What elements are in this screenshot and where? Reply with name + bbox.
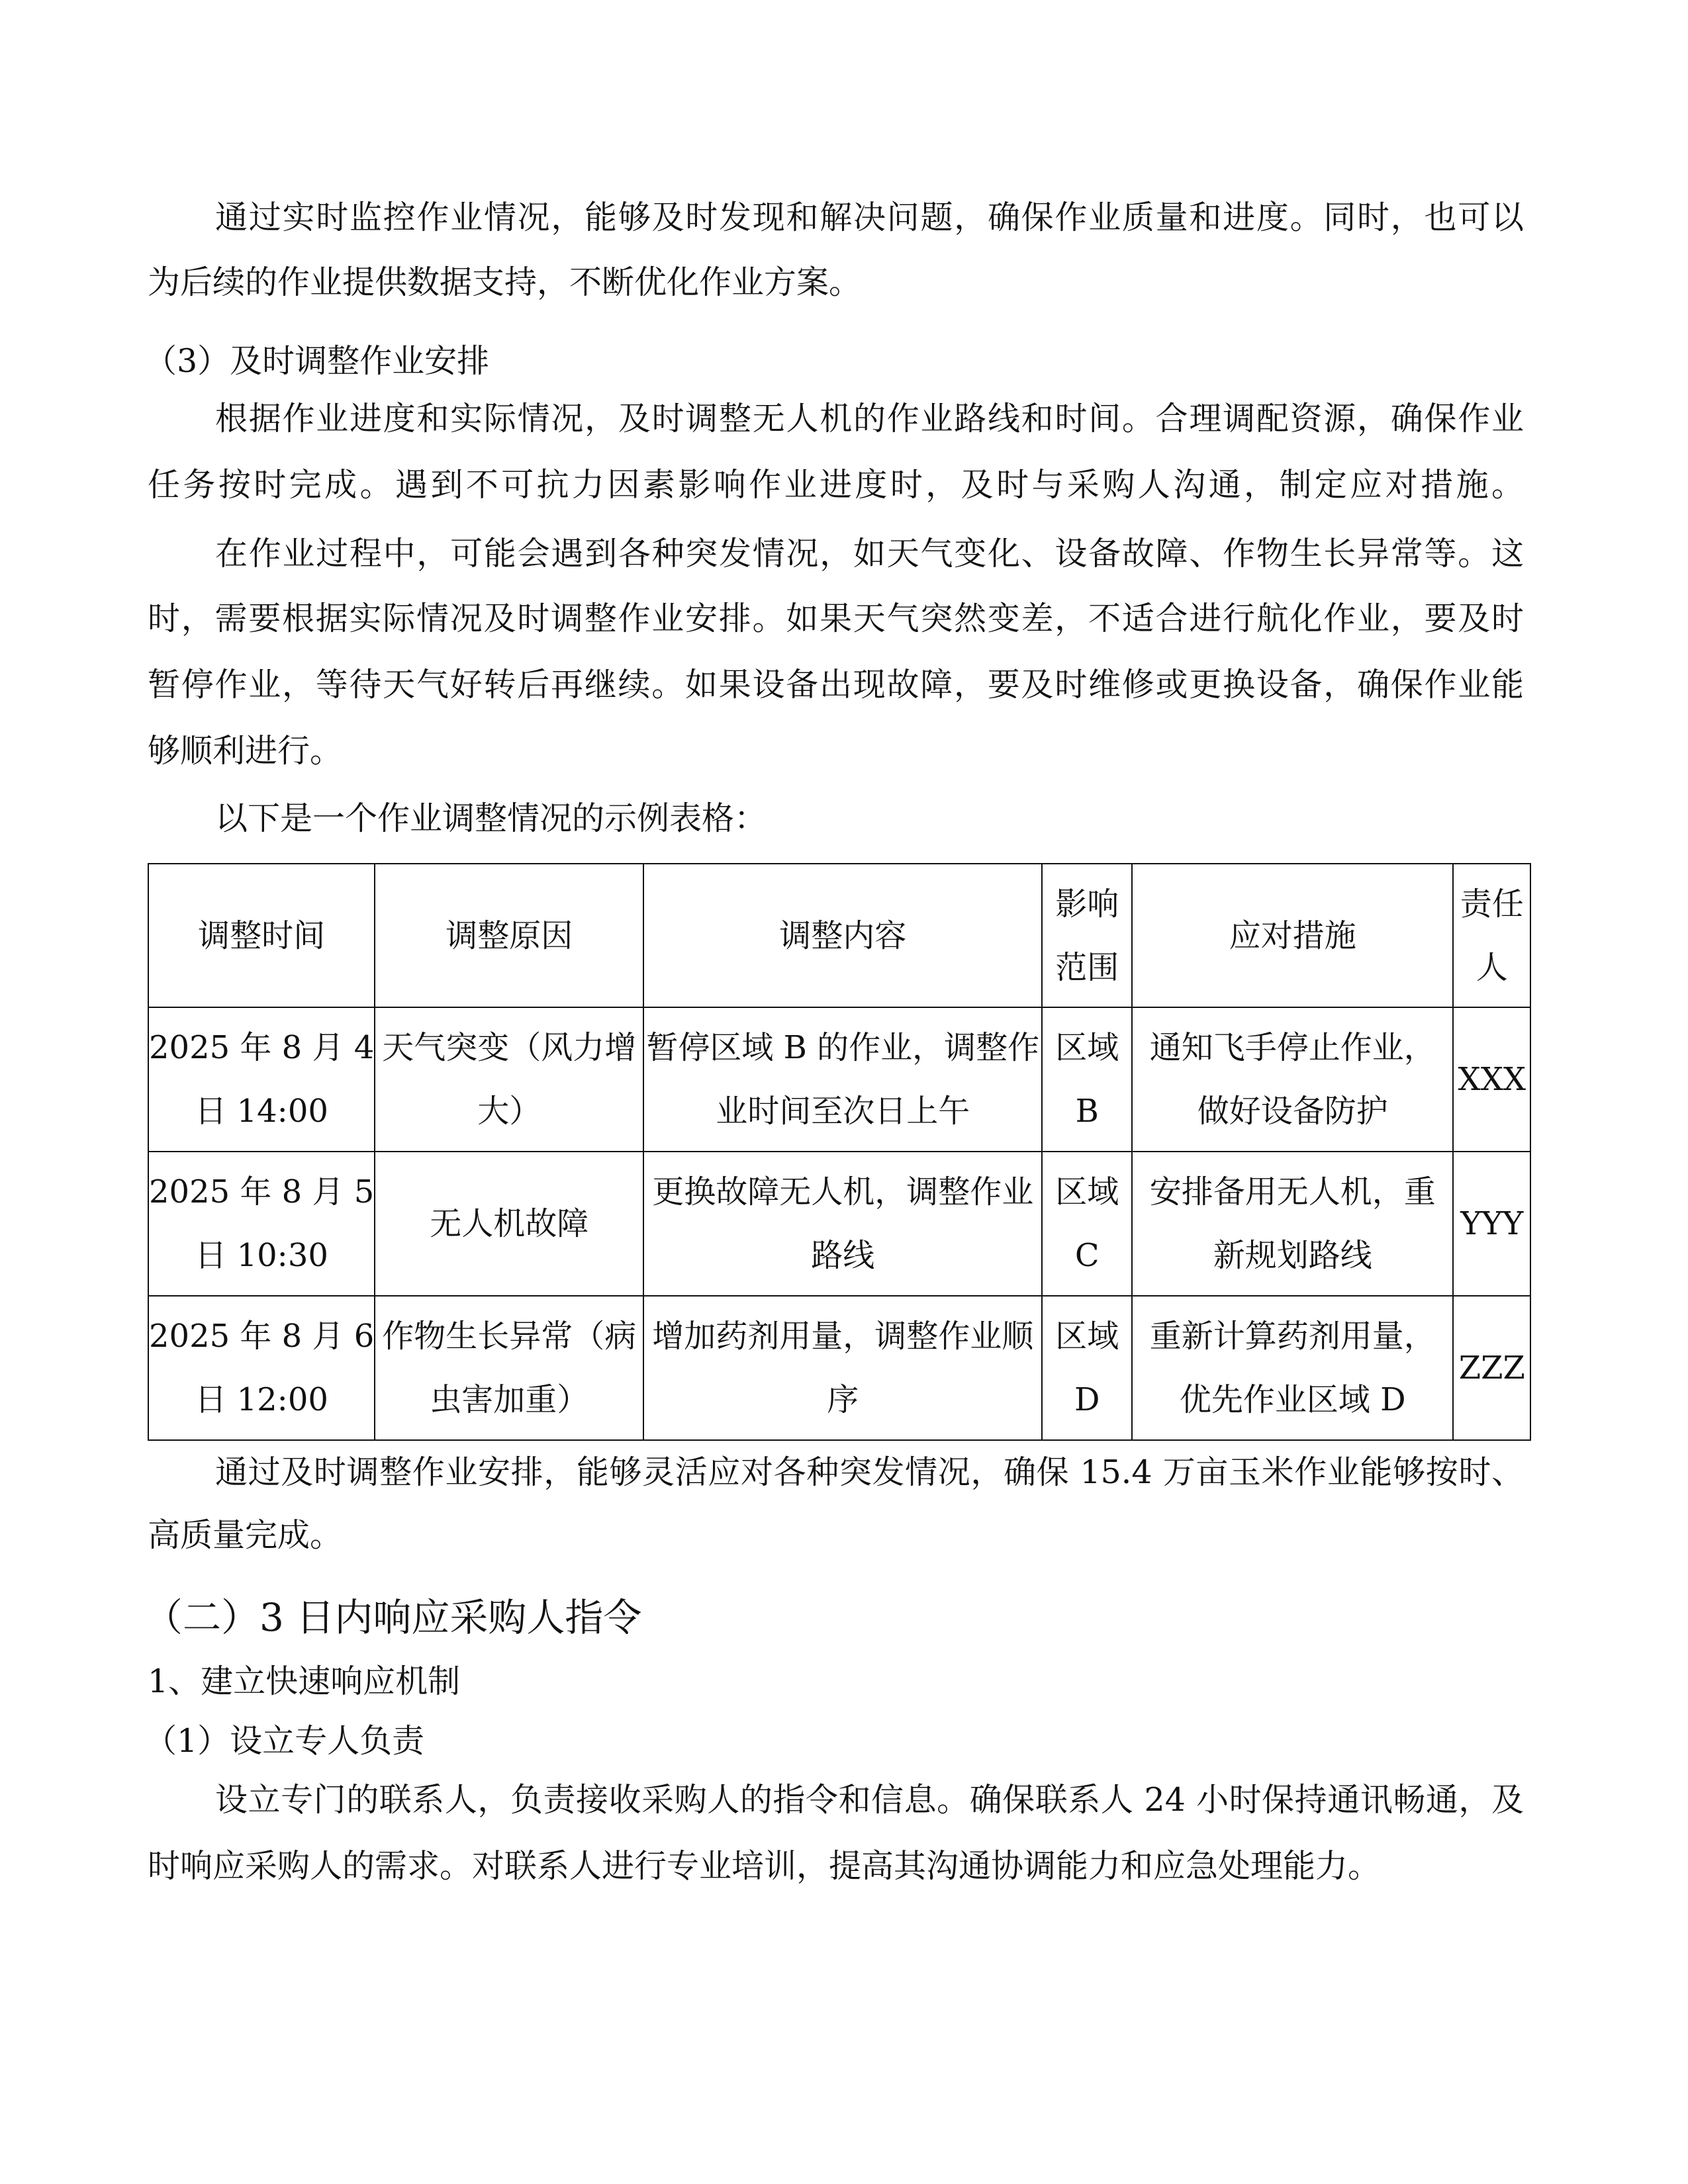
paragraph-line: 在作业过程中，可能会遇到各种突发情况，如天气变化、设备故障、作物生长异常等。这 — [215, 535, 1524, 572]
table-header-row — [148, 864, 1530, 1007]
cell-text: XXX — [1458, 1061, 1526, 1098]
table-cell — [1453, 1007, 1530, 1152]
cell-text: 责任 — [1460, 885, 1524, 923]
paragraph-line: 任务按时完成。遇到不可抗力因素影响作业进度时，及时与采购人沟通，制定应对措施。 — [148, 466, 1524, 504]
paragraph-line: 以下是一个作业调整情况的示例表格： — [215, 799, 767, 837]
table-cell — [1132, 864, 1453, 1007]
cell-text: 作物生长异常（病 — [382, 1318, 637, 1355]
cell-text: YYY — [1460, 1205, 1524, 1242]
cell-text: 调整原因 — [445, 917, 573, 954]
table-cell — [643, 1007, 1042, 1152]
paragraph-line: 根据作业进度和实际情况，及时调整无人机的作业路线和时间。合理调配资源，确保作业 — [215, 400, 1524, 437]
cell-text: 虫害加重） — [430, 1381, 589, 1418]
table-row — [148, 1007, 1530, 1152]
table-cell — [1042, 1152, 1132, 1296]
paragraph-line: 时响应采购人的需求。对联系人进行专业培训，提高其沟通协调能力和应急处理能力。 — [148, 1847, 1381, 1885]
table-cell — [1453, 1152, 1530, 1296]
cell-text: 序 — [827, 1381, 859, 1418]
cell-text: 重新计算药剂用量， — [1149, 1318, 1436, 1355]
table-cell — [375, 1152, 643, 1296]
cell-text: 范围 — [1055, 948, 1119, 986]
cell-text: 业时间至次日上午 — [716, 1093, 970, 1130]
table-cell — [148, 1296, 375, 1440]
subheading: 1、建立快速响应机制 — [148, 1662, 461, 1700]
paragraph-line: 通过实时监控作业情况，能够及时发现和解决问题，确保作业质量和进度。同时，也可以 — [215, 199, 1524, 236]
cell-text: 新规划路线 — [1213, 1237, 1372, 1274]
table-row — [148, 1152, 1530, 1296]
subheading: （1）设立专人负责 — [144, 1722, 425, 1760]
subheading: （3）及时调整作业安排 — [144, 342, 490, 380]
table-row — [148, 1296, 1530, 1440]
cell-text: 日 12:00 — [195, 1381, 328, 1418]
paragraph-line: 高质量完成。 — [148, 1516, 343, 1554]
cell-text: 无人机故障 — [430, 1205, 589, 1242]
cell-text: 影响 — [1055, 885, 1119, 923]
cell-text: 通知飞手停止作业， — [1149, 1029, 1436, 1066]
adjustment-table — [148, 863, 1531, 1441]
cell-text: ZZZ — [1458, 1349, 1525, 1387]
cell-text: 暂停区域 B 的作业，调整作 — [646, 1029, 1040, 1066]
paragraph-line: 暂停作业，等待天气好转后再继续。如果设备出现故障，要及时维修或更换设备，确保作业能 — [148, 666, 1524, 704]
table-cell — [1132, 1296, 1453, 1440]
table-cell — [148, 864, 375, 1007]
cell-text: 优先作业区域 D — [1179, 1381, 1406, 1418]
cell-text: 增加药剂用量，调整作业顺 — [652, 1318, 1034, 1355]
table-cell — [148, 1152, 375, 1296]
table-cell — [1042, 864, 1132, 1007]
cell-text: D — [1074, 1381, 1100, 1418]
cell-text: 天气突变（风力增 — [382, 1029, 637, 1066]
cell-text: 日 14:00 — [195, 1093, 328, 1130]
table-cell — [1132, 1152, 1453, 1296]
section-heading: （二）3 日内响应采购人指令 — [144, 1595, 642, 1640]
table-cell — [643, 1296, 1042, 1440]
table-cell — [375, 1296, 643, 1440]
table-cell — [375, 864, 643, 1007]
cell-text: 大） — [477, 1093, 541, 1130]
cell-text: 调整时间 — [198, 917, 326, 954]
cell-text: 更换故障无人机，调整作业 — [652, 1173, 1034, 1210]
cell-text: 日 10:30 — [195, 1237, 328, 1274]
cell-text: 2025 年 8 月 4 — [149, 1029, 375, 1066]
paragraph-line: 设立专门的联系人，负责接收采购人的指令和信息。确保联系人 24 小时保持通讯畅通，及 — [215, 1781, 1524, 1819]
cell-text: 做好设备防护 — [1197, 1093, 1388, 1130]
table-cell — [1042, 1296, 1132, 1440]
table-cell — [148, 1007, 375, 1152]
table-cell — [1453, 1296, 1530, 1440]
paragraph-line: 为后续的作业提供数据支持，不断优化作业方案。 — [148, 263, 862, 301]
cell-text: 2025 年 8 月 6 — [149, 1318, 375, 1355]
cell-text: 应对措施 — [1229, 917, 1356, 954]
paragraph-line: 通过及时调整作业安排，能够灵活应对各种突发情况，确保 15.4 万亩玉米作业能够按时、 — [215, 1453, 1524, 1491]
table-cell — [1453, 864, 1530, 1007]
cell-text: 2025 年 8 月 5 — [149, 1173, 375, 1210]
cell-text: 安排备用无人机，重 — [1149, 1173, 1436, 1210]
cell-text: 区域 — [1055, 1173, 1119, 1210]
cell-text: 调整内容 — [779, 917, 907, 954]
cell-text: B — [1075, 1093, 1099, 1130]
paragraph-line: 够顺利进行。 — [148, 732, 343, 770]
table-cell — [643, 1152, 1042, 1296]
cell-text: 区域 — [1055, 1029, 1119, 1066]
paragraph-line: 时，需要根据实际情况及时调整作业安排。如果天气突然变差，不适合进行航化作业，要及时 — [148, 600, 1524, 637]
cell-text: 人 — [1476, 948, 1508, 986]
table-cell — [1042, 1007, 1132, 1152]
table-cell — [1132, 1007, 1453, 1152]
cell-text: 区域 — [1055, 1318, 1119, 1355]
table-cell — [643, 864, 1042, 1007]
table-cell — [375, 1007, 643, 1152]
cell-text: 路线 — [811, 1237, 875, 1274]
cell-text: C — [1074, 1237, 1100, 1274]
